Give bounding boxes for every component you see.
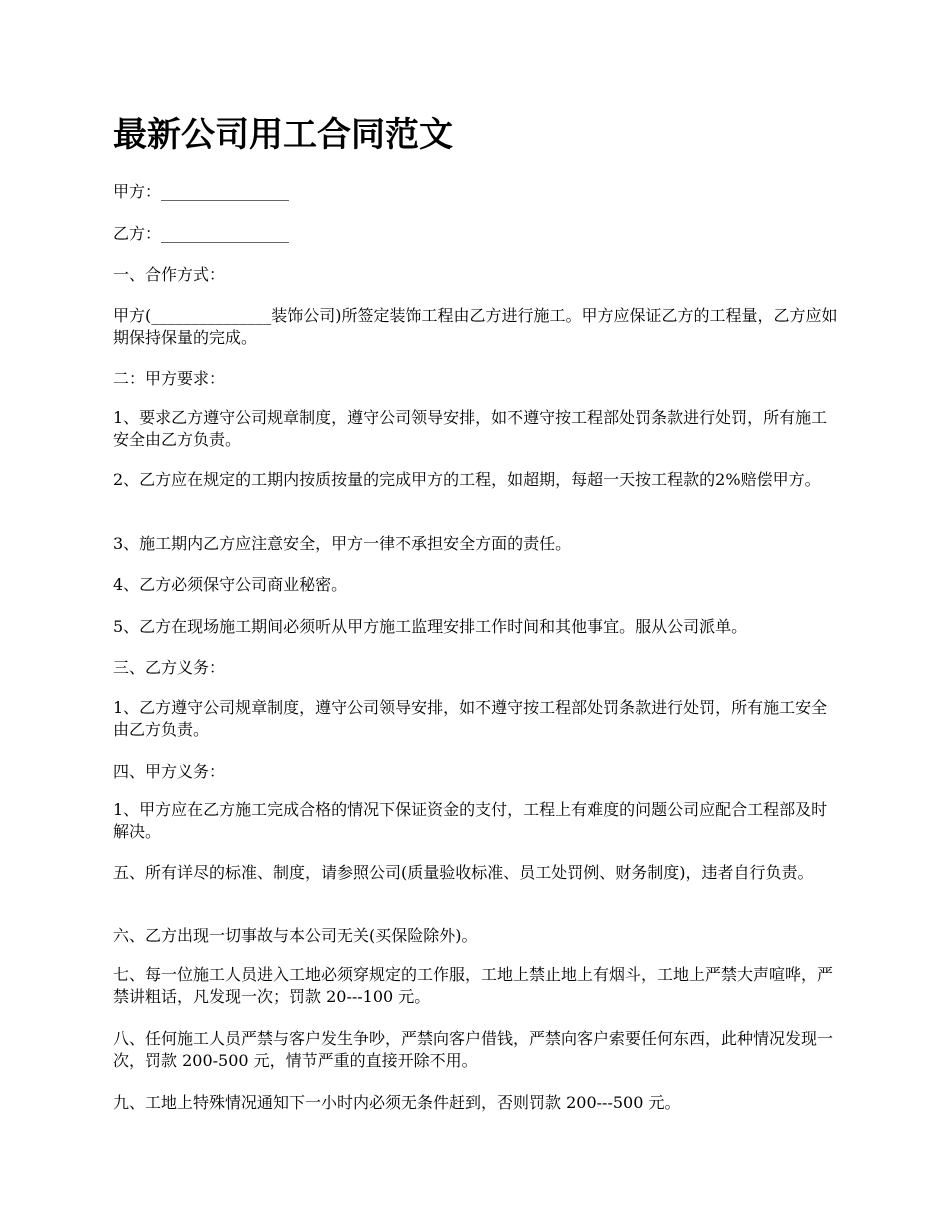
party-a-line: 甲方：________________ (113, 182, 290, 201)
party-b-line: 乙方：________________ (113, 224, 290, 243)
clause-requirement-5: 5、乙方在现场施工期间必须听从甲方施工监理安排工作时间和其他事宜。服从公司派单。 (113, 617, 748, 636)
section-heading-party-a-requirements: 二：甲方要求： (113, 369, 226, 388)
clause-section-7: 七、每一位施工人员进入工地必须穿规定的工作服，工地上禁止地上有烟斗，工地上严禁大声喧哗，严禁讲粗话，凡发现一次；罚款 20---100 元。 (113, 965, 834, 1006)
clause-requirement-3: 3、施工期内乙方应注意安全，甲方一律不承担安全方面的责任。 (113, 534, 572, 553)
clause-requirement-4: 4、乙方必须保守公司商业秘密。 (113, 575, 348, 594)
section-heading-party-a-duties: 四、甲方义务： (113, 762, 226, 781)
clause-requirement-1: 1、要求乙方遵守公司规章制度，遵守公司领导安排，如不遵守按工程部处罚条款进行处罚，所有施工安全由乙方负责。 (113, 408, 828, 449)
clause-requirement-2: 2、乙方应在规定的工期内按质按量的完成甲方的工程，如超期，每超一天按工程款的2%赔偿甲方。 (113, 470, 821, 489)
clause-section-6: 六、乙方出现一切事故与本公司无关(买保险除外)。 (113, 926, 478, 945)
clause-section-8: 八、任何施工人员严禁与客户发生争吵，严禁向客户借钱，严禁向客户索要任何东西，此种情况发现一次，罚款 200-500 元，情节严重的直接开除不用。 (113, 1029, 834, 1070)
document-title: 最新公司用工合同范文 (113, 115, 453, 155)
clause-party-b-duty-1: 1、乙方遵守公司规章制度，遵守公司领导安排，如不遵守按工程部处罚条款进行处罚，所有施工安全由乙方负责。 (113, 698, 828, 739)
clause-section-9: 九、工地上特殊情况通知下一小时内必须无条件赶到，否则罚款 200---500 元。 (113, 1093, 681, 1112)
paragraph-cooperation: 甲方(_______________装饰公司)所签定装饰工程由乙方进行施工。甲方应保证乙方的工程量，乙方应如期保持保量的完成。 (113, 306, 838, 347)
clause-party-a-duty-1: 1、甲方应在乙方施工完成合格的情况下保证资金的支付，工程上有难度的问题公司应配合工程部及时解决。 (113, 800, 828, 841)
section-heading-cooperation: 一、合作方式： (113, 265, 226, 284)
section-heading-party-b-duties: 三、乙方义务： (113, 658, 226, 677)
clause-section-5: 五、所有详尽的标准、制度，请参照公司(质量验收标准、员工处罚例、财务制度)，违者自行负责。 (113, 863, 814, 882)
